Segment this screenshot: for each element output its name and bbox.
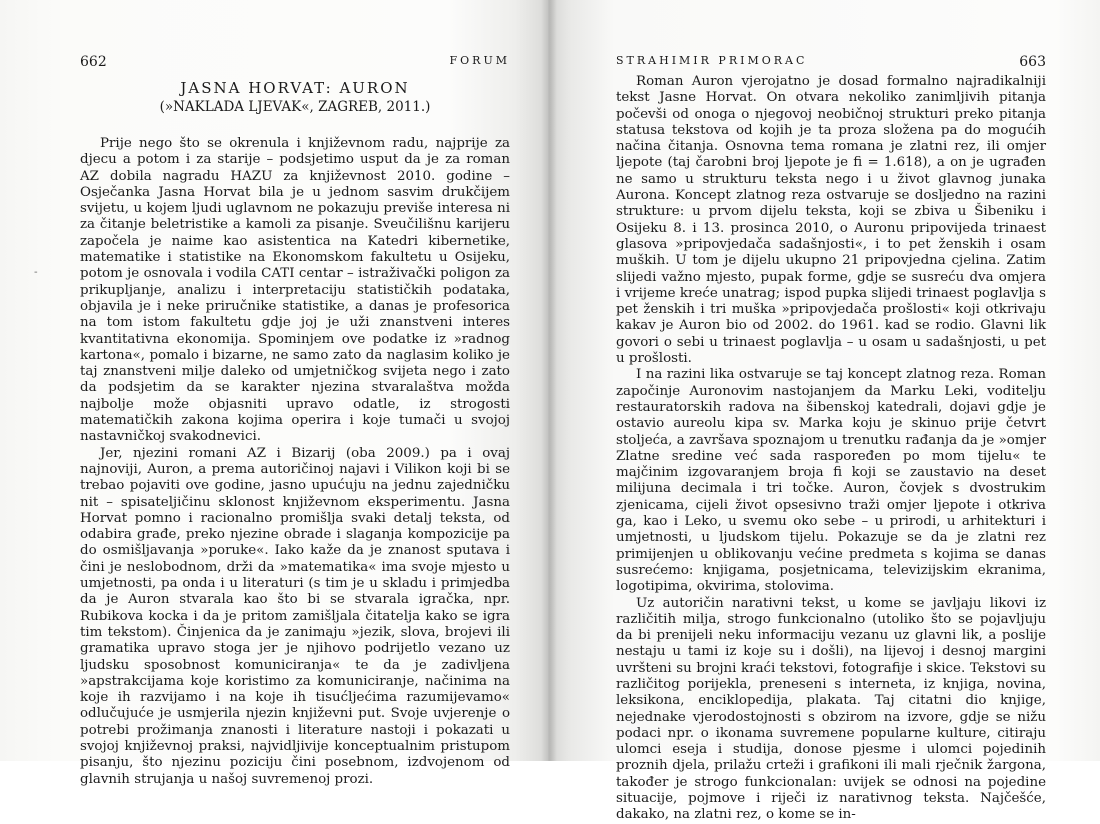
right-page-header [616,50,1046,72]
paragraph: Jer, njezini romani AZ i Bizarij (oba 2009.) pa i ovaj najnoviji, Auron, a prema autoričinoj najavi i Vilikon koji bi se trebao pojaviti ove godine, jasno upućuju na jednu zajedničku nit – spisateljičinu sklonost književnom eksperimentu. Jasna Horvat pomno i racionalno promišlja svaki detalj teksta, od odabira građe, preko njezine obrade i slaganja kompozicije pa do osmišljavanja »poruke«. Iako kaže da je znanost sputava i čini je neslobodnom, drži da »matematika« ima svoje mjesto u umjetnosti, pa onda i u literaturi (s tim je u skladu i primjedba da je Auron stvarala kao što bi se stvarala igračka, npr. Rubikova kocka i da je pritom zamišljala čitatelja kako se igra tim tekstom). Činjenica da je zanimaju »jezik, slova, brojevi ili gramatika upravo stoga jer je njihovo podrijetlo vezano uz ljudsku sposobnost komuniciranja« te da je zadivljena »apstrakcijama koje koristimo za komuniciranje, načinima na koje ih razvijamo i na koje ih tisućljećima razumijevamo« odlučujuće je usmjerila njezin književni put. Svoje uvjerenje o potrebi prožimanja znanosti i literature nastoji i pokazati u svojoj književnoj praksi, najvidljivije konceptualnim pristupom pisanju, što njezinu poziciju čini posebnom, izdvojenom od glavnih strujanja u našoj suvremenoj prozi. [80,445,510,787]
article-title: JASNA HORVAT: AURON [180,79,410,97]
paragraph: Uz autoričin narativni tekst, u kome se javljaju likovi iz različitih milja, strogo funkcionalno (utoliko što se pojavljuju da bi prenijeli neku informaciju vezanu uz glavni lik, a poslije nestaju u tami iz koje su i došli), na lijevoj i desnoj margini uvršteni su brojni kraći tekstovi, fotografije i skice. Tekstovi su različitog porijekla, preneseni s interneta, iz knjiga, novina, leksikona, enciklopedija, plakata. Taj citatni dio knjige, nejednake vjerodostojnosti s obzirom na izvore, gdje se nižu podaci npr. o ikonama suvremene popularne kulture, citiraju ulomci eseja i studija, donose pjesme i ulomci pojedinih proznih djela, prilažu crteži i grafikoni ili mali rječnik žargona, također je strogo funkcionalan: uvijek se odnosi na pojedine situacije, pojmove i riječi iz narativnog teksta. Najčešće, dakako, na zlatni rez, o kome se in- [616,595,1046,823]
right-page [548,0,1100,823]
paragraph: Roman Auron vjerojatno je dosad formalno najradikalniji tekst Jasne Horvat. On otvara nekoliko zanimljivih pitanja počevši od onoga o njegovoj neobičnoj strukturi preko pitanja statusa tekstova od kojih je ta proza složena pa do mogućih načina čitanja. Osnovna tema romana je zlatni rez, ili omjer ljepote (taj čarobni broj ljepote je fi = 1.618), a on je ugrađen ne samo u strukturu teksta nego i u život glavnog junaka Aurona. Koncept zlatnog reza ostvaruje se dosljedno na razini strukture: u prvom dijelu teksta, koji se zbiva u Šibeniku i Osijeku 8. i 13. prosinca 2010, o Auronu pripovijeda trinaest glasova »pripovjedača sadašnjosti«, i to pet ženskih i osam muških. U tom je dijelu ukupno 21 pripovjedna cjelina. Zatim slijedi važno mjesto, pupak forme, gdje se susreću dva omjera i vrijeme kreće unatrag; ispod pupka slijedi trinaest poglavlja s pet ženskih i tri muška »pripovjedača prošlosti« koji otkrivaju kakav je Auron bio od 2002. do 1961. kad se rodio. Glavni lik govori o sebi u trinaest poglavlja – u osam u sadašnjosti, u pet u prošlosti. [616,74,1046,367]
left-page-header [80,50,510,72]
running-head-left: FORUM [449,54,510,67]
running-head-right: STRAHIMIR PRIMORAC [616,54,808,67]
right-page-column [616,50,1046,824]
left-page [0,0,548,787]
left-page-column [80,50,510,788]
paragraph: I na razini lika ostvaruje se taj koncept zlatnog reza. Roman započinje Auronovim nastojanjem da Marku Leki, voditelju restauratorskih radova na šibenskoj katedrali, dojavi gdje je ostavio aureolu kipa sv. Marka koju je skinuo prije četvrt stoljeća, a završava spoznajom u trenutku rađanja da je »omjer Zlatne sredine već sada raspoređen po mom tijelu« te majčinim izgovaranjem broja fi koji se zaustavio na deset milijuna decimala i tri točke. Auron, čovjek s dvostrukim zjenicama, cijeli život opsesivno traži omjer ljepote i otkriva ga, kao i Leko, u svemu oko sebe – u prirodi, u arhitekturi i umjetnosti, u ljudskom tijelu. Pokazuje se da je zlatni rez primijenjen u oblikovanju većine predmeta s kojima se danas susrećemo: knjigama, posjetnicama, televizijskim ekranima, logotipima, okvirima, stolovima. [616,367,1046,595]
book-gutter-shadow [541,0,557,761]
page-number-right: 663 [1019,54,1046,70]
paragraph: Prije nego što se okrenula i književnom radu, najprije za djecu a potom i za starije – podsjetimo usput da je za roman AZ dobila nagradu HAZU za književnost 2010. godine – Osječanka Jasna Horvat bila je u jednom sasvim drukčijem svijetu, u kojem ljudi uglavnom ne pokazuju previše interesa ni za čitanje beletristike a kamoli za pisanje. Sveučilišnu karijeru započela je naime kao asistentica na Katedri kibernetike, matematike i statistike na Ekonomskom fakultetu u Osijeku, potom je osnovala i vodila CATI centar – istraživački poligon za prikupljanje, analizu i interpretaciju statističkih podataka, objavila je i neke priručnike statistike, a danas je profesorica na tom istom fakultetu gdje joj je uži znanstveni interes kvantitativna ekonomija. Spominjem ove podatke iz »radnog kartona«, pomalo i bizarne, ne samo zato da naglasim koliko je taj znanstveni milje daleko od umjetničkog svijeta nego i zato da podsjetim da se karakter njezina stvaralaštva možda najbolje može objasniti upravo odatle, iz strogosti matematičkih zakona kojima operira i koje tumači u svojoj nastavničkoj svakodnevici. [80,136,510,445]
page-number-left: 662 [80,54,107,70]
article-subtitle: (»NAKLADA LJEVAK«, ZAGREB, 2011.) [159,99,431,115]
margin-mark: - [34,267,38,278]
